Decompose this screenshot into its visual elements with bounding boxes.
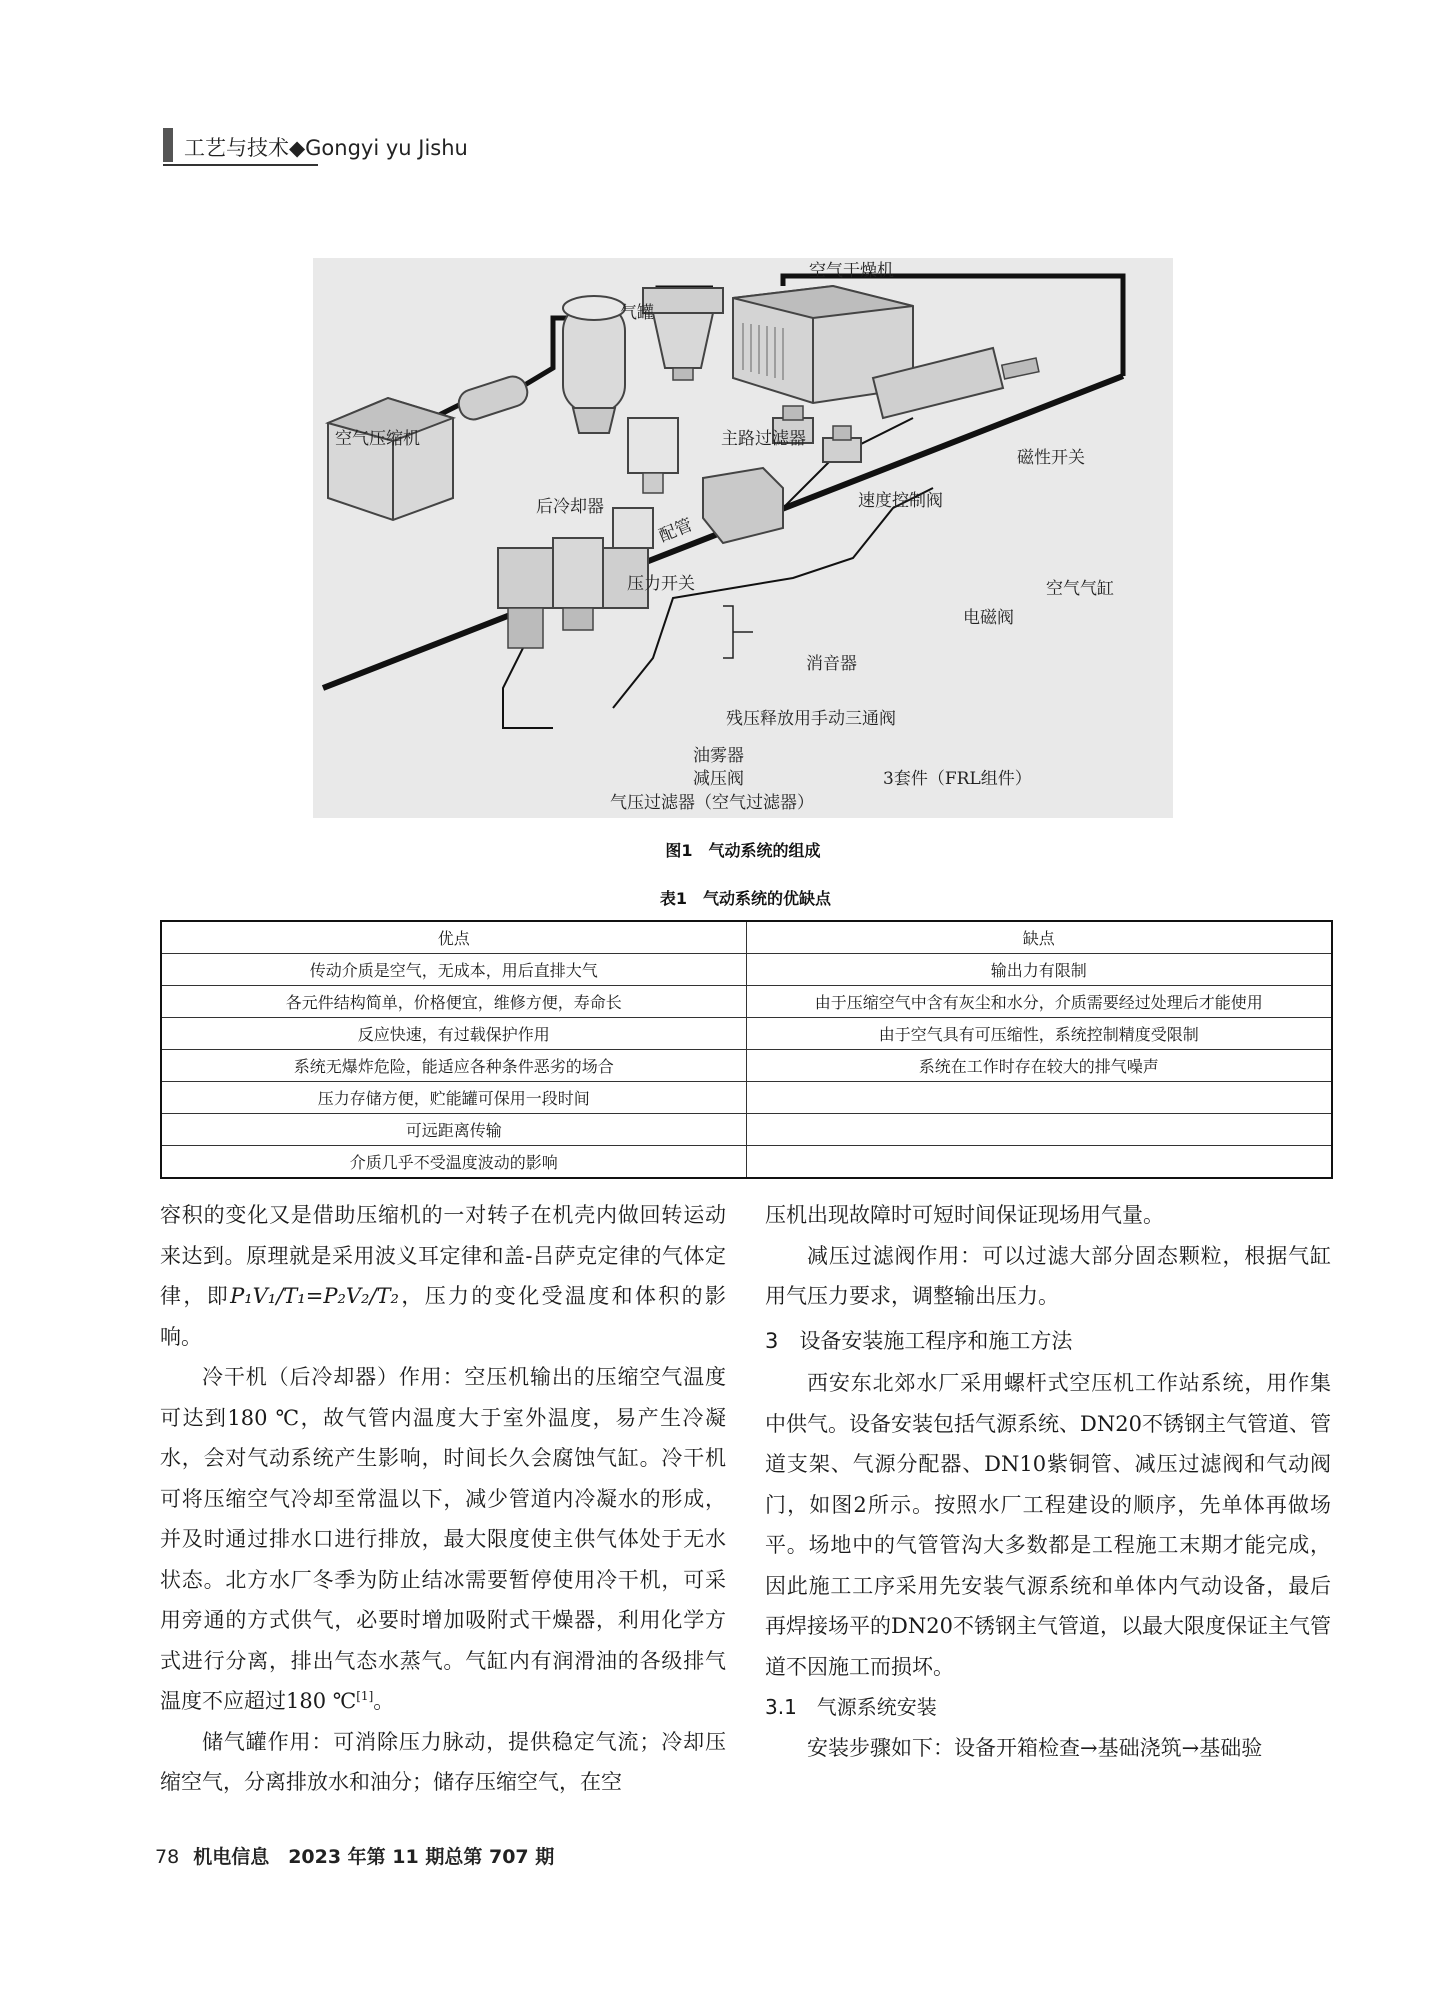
label-three-way-valve: 残压释放用手动三通阀 <box>726 709 896 729</box>
label-speed-valve: 速度控制阀 <box>858 491 943 511</box>
three-way-valve <box>613 508 653 548</box>
solenoid-manifold <box>703 468 783 543</box>
cell-con: 由于空气具有可压缩性，系统控制精度受限制 <box>746 1018 1332 1050</box>
label-regulator: 减压阀 <box>693 769 744 789</box>
aftercooler <box>455 373 531 423</box>
table-row <box>161 954 1332 986</box>
cell-con: 输出力有限制 <box>746 954 1332 986</box>
cell-con <box>746 1146 1332 1179</box>
pros-cons-table <box>160 920 1333 1179</box>
table-row <box>161 1018 1332 1050</box>
table-row <box>161 1146 1332 1179</box>
table-caption: 表1 气动系统的优缺点 <box>659 889 832 908</box>
frl-unit <box>498 538 648 648</box>
cell-pro: 压力存储方便，贮能罐可保用一段时间 <box>161 1082 746 1114</box>
label-air-tank: 气罐 <box>620 303 654 323</box>
pressure-switch <box>628 418 678 493</box>
paragraph-steps: 安装步骤如下：设备开箱检查→基础浇筑→基础验 <box>807 1735 1263 1760</box>
label-piping: 配管 <box>656 515 696 547</box>
paragraph-principle <box>160 1195 726 1357</box>
cell-pro: 各元件结构简单，价格便宜，维修方便，寿命长 <box>161 986 746 1018</box>
label-main-filter: 主路过滤器 <box>721 429 806 449</box>
cell-con <box>746 1082 1332 1114</box>
frl-bracket <box>723 606 733 658</box>
cell-pro: 介质几乎不受温度波动的影响 <box>161 1146 746 1179</box>
label-air-dryer: 空气干燥机 <box>809 261 894 281</box>
header-pros: 优点 <box>161 921 746 954</box>
formula-gas-law: P₁V₁/T₁=P₂V₂/T₂ <box>230 1284 399 1308</box>
label-lubricator: 油雾器 <box>693 746 744 766</box>
reference-mark: [1] <box>356 1689 374 1703</box>
text-cold-dryer: 冷干机（后冷却器）作用：空压机输出的压缩空气温度可达到180 ℃，故气管内温度大于室外温度，易产生冷凝水，会对气动系统产生影响，时间长久会腐蚀气缸。冷干机可将压缩空气冷却至常温以下，减少管道内冷凝水的形成，并及时通过排水口进行排放，最大限度使主供气体处于无水状态。北方水厂冬季为防止结冰需要暂停使用冷干机，可采用旁通的方式供气，必要时增加吸附式干燥器，利用化学方式进行分离，排出气态水蒸气。气缸内有润滑油的各级排气温度不应超过180 ℃ <box>160 1365 726 1713</box>
header-section-cn: 工艺与技术 <box>184 136 289 160</box>
paragraph-tank: 储气罐作用：可消除压力脉动，提供稳定气流；冷却压缩空气，分离排放水和油分；储存压缩空气，在空 <box>160 1729 726 1794</box>
cell-pro: 传动介质是空气，无成本，用后直排大气 <box>161 954 746 986</box>
cell-con: 由于压缩空气中含有灰尘和水分，介质需要经过处理后才能使用 <box>746 986 1332 1018</box>
header-section-pinyin: Gongyi yu Jishu <box>305 136 468 160</box>
table-header-row <box>161 921 1332 954</box>
running-header <box>184 132 468 162</box>
left-column <box>160 1195 726 1803</box>
pneumatic-diagram <box>313 258 1173 818</box>
table-row <box>161 986 1332 1018</box>
cell-pro: 反应快速，有过载保护作用 <box>161 1018 746 1050</box>
label-frl-group: 3套件（FRL组件） <box>883 769 1032 789</box>
cell-pro: 可远距离传输 <box>161 1114 746 1146</box>
text-cold-dryer-end: 。 <box>373 1689 395 1713</box>
page-number: 78 <box>155 1846 180 1868</box>
table-row <box>161 1050 1332 1082</box>
label-air-cylinder: 空气气缸 <box>1046 579 1114 599</box>
paragraph-tank-cont: 压机出现故障时可短时间保证现场用气量。 <box>765 1203 1164 1227</box>
air-tank <box>563 296 625 433</box>
label-solenoid-valve: 电磁阀 <box>963 608 1014 628</box>
header-cons: 缺点 <box>746 921 1332 954</box>
compressor <box>328 398 453 520</box>
right-column <box>765 1195 1331 1768</box>
label-aftercooler: 后冷却器 <box>536 497 604 517</box>
label-air-filter: 气压过滤器（空气过滤器） <box>610 793 814 813</box>
paragraph-installation: 西安东北郊水厂采用螺杆式空压机工作站系统，用作集中供气。设备安装包括气源系统、DN20不锈钢主气管道、管道支架、气源分配器、DN10紫铜管、减压过滤阀和气动阀门，如图2所示。按照水厂工程建设的顺序，先单体再做场平。场地中的气管管沟大多数都是工程施工末期才能完成，因此施工工序采用先安装气源系统和单体内气动设备，最后再焊接场平的DN20不锈钢主气管道，以最大限度保证主气管道不因施工而损坏。 <box>765 1371 1331 1679</box>
figure-caption: 图1 气动系统的组成 <box>665 841 821 860</box>
paragraph-cold-dryer <box>160 1357 726 1722</box>
table-row <box>161 1082 1332 1114</box>
cell-con: 系统在工作时存在较大的排气噪声 <box>746 1050 1332 1082</box>
page-footer <box>155 1842 554 1869</box>
section-heading-3-1: 3.1 气源系统安装 <box>765 1695 937 1719</box>
table-row <box>161 1114 1332 1146</box>
main-filter <box>643 288 723 380</box>
cell-pro: 系统无爆炸危险，能适应各种条件恶劣的场合 <box>161 1050 746 1082</box>
label-pressure-switch: 压力开关 <box>627 574 695 594</box>
figure-pneumatic-system <box>313 258 1173 818</box>
paragraph-regulator: 减压过滤阀作用：可以过滤大部分固态颗粒，根据气缸用气压力要求，调整输出压力。 <box>765 1243 1331 1308</box>
text-principle-end: ，压力的变化受温度和体积的影响。 <box>160 1284 727 1349</box>
label-magnetic-switch: 磁性开关 <box>1017 448 1085 468</box>
solenoid-valve <box>823 426 861 462</box>
section-heading-3: 3 设备安装施工程序和施工方法 <box>765 1328 1073 1353</box>
cell-con <box>746 1114 1332 1146</box>
text-principle: 容积的变化又是借助压缩机的一对转子在机壳内做回转运动来达到。原理就是采用波义耳定律和盖-吕萨克定律的气体定律，即 <box>160 1203 726 1308</box>
journal-info: 机电信息 2023 年第 11 期总第 707 期 <box>193 1846 555 1868</box>
header-underline <box>163 164 318 166</box>
header-bar <box>163 128 173 162</box>
header-separator: ◆ <box>289 136 306 160</box>
label-compressor: 空气压缩机 <box>335 429 420 449</box>
label-silencer: 消音器 <box>806 654 857 674</box>
